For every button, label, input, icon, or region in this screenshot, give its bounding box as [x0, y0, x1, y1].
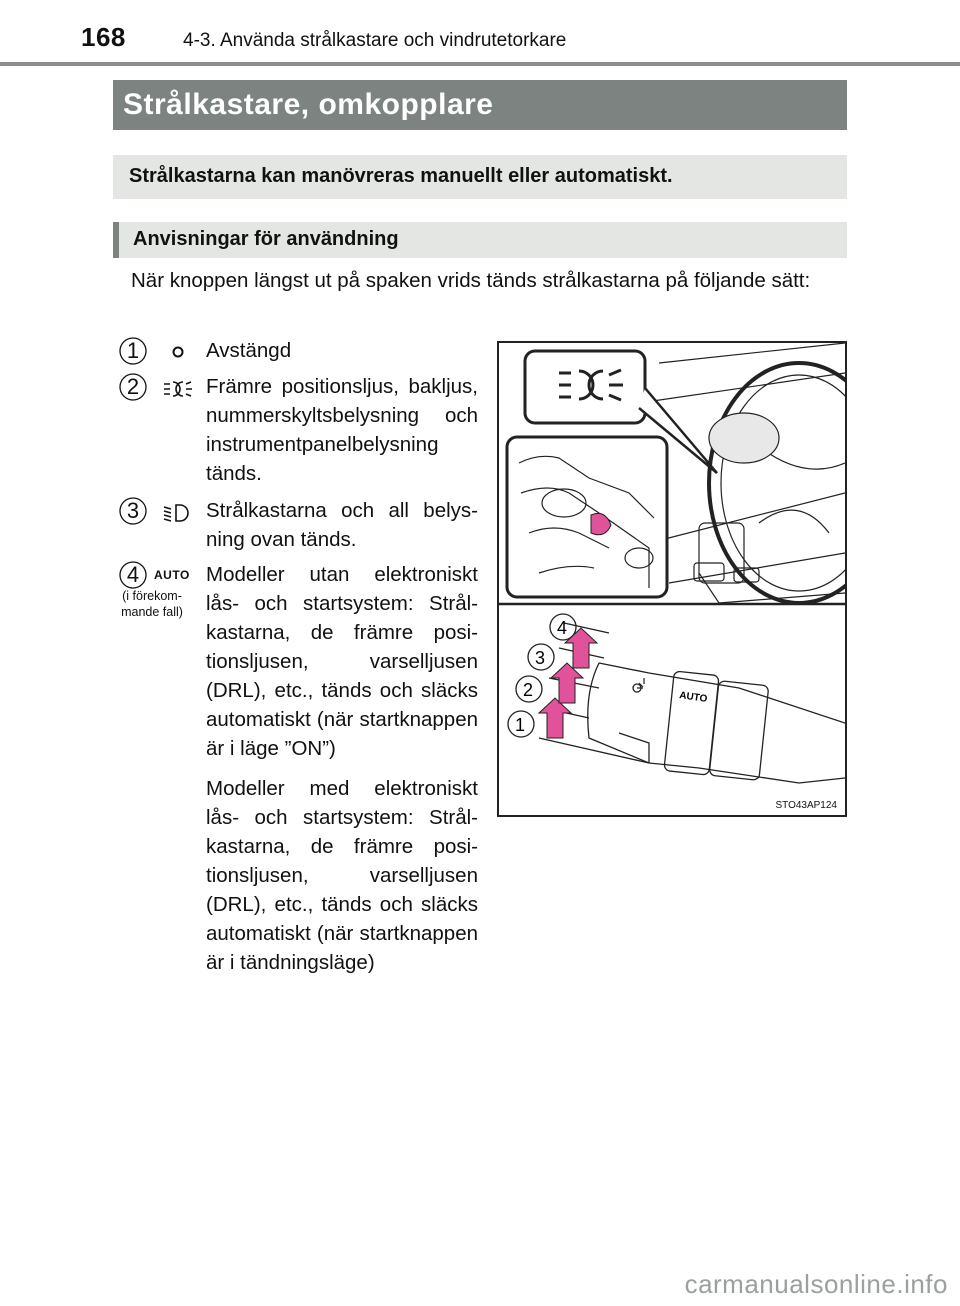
- item-number: 3: [118, 496, 148, 526]
- item-text: Strålkastarna och all belysning ovan tänds.: [206, 499, 478, 551]
- headlight-switch-illustration: [497, 341, 847, 817]
- item-number: 2: [118, 372, 148, 402]
- callout-3: 3: [535, 648, 546, 668]
- item-text: Främre positionsljus, bakljus, nummerskyltsbelysning och instrumentpanelbelysning tänds.: [206, 375, 478, 485]
- availability-note: (i förekommande fall): [121, 589, 183, 619]
- item-number: 4: [118, 560, 148, 590]
- illustration-drawing: [499, 343, 845, 815]
- figure-code: STO43AP124: [775, 800, 837, 811]
- title-bar: [113, 80, 847, 130]
- position-lights-icon: [158, 378, 194, 400]
- body-text: När knoppen längst ut på spaken vrids tänds strålkastarna på följande sätt:: [131, 269, 811, 292]
- item-number: 1: [118, 336, 148, 366]
- subheading: Anvisningar för användning: [133, 228, 399, 250]
- item-text: Avstängd: [206, 339, 292, 362]
- callout-2: 2: [523, 680, 534, 700]
- header-rule: [0, 62, 960, 66]
- callout-1: 1: [515, 715, 526, 735]
- item-text: Modeller utan elektroniskt lås- och startsystem: Strålkastarna, de främre positionsljusen, varselljusen (DRL), etc., tänds och släcks automatiskt (när startknappen är i läge ”ON”): [206, 563, 478, 760]
- low-beam-icon: [158, 502, 194, 524]
- list-item: [110, 560, 480, 990]
- auto-icon: AUTO: [154, 568, 190, 582]
- stalk-auto-label: AUTO: [678, 690, 708, 705]
- item-text-2: Modeller med elektroniskt lås- och startsystem: Strålkastarna, de främre positionsljusen, varselljusen (DRL), etc., tänds och släcks automatiskt (när startknappen är i tändningsläge): [206, 777, 478, 974]
- callout-4: 4: [557, 618, 568, 638]
- list-item: [110, 372, 480, 492]
- list-item: [110, 496, 480, 556]
- off-circle-icon: [158, 342, 194, 364]
- section-title: 4-3. Använda strålkastare och vindrutetorkare: [183, 30, 567, 51]
- page-header: [0, 0, 960, 60]
- watermark: carmanualsonline.info: [684, 1269, 948, 1299]
- list-item: [110, 336, 480, 376]
- page-title: Strålkastare, omkopplare: [123, 88, 494, 121]
- intro-box: [113, 155, 847, 199]
- page-number: 168: [81, 22, 126, 52]
- intro-text: Strålkastarna kan manövreras manuellt eller automatiskt.: [129, 165, 673, 187]
- subheading-bar: [113, 222, 847, 258]
